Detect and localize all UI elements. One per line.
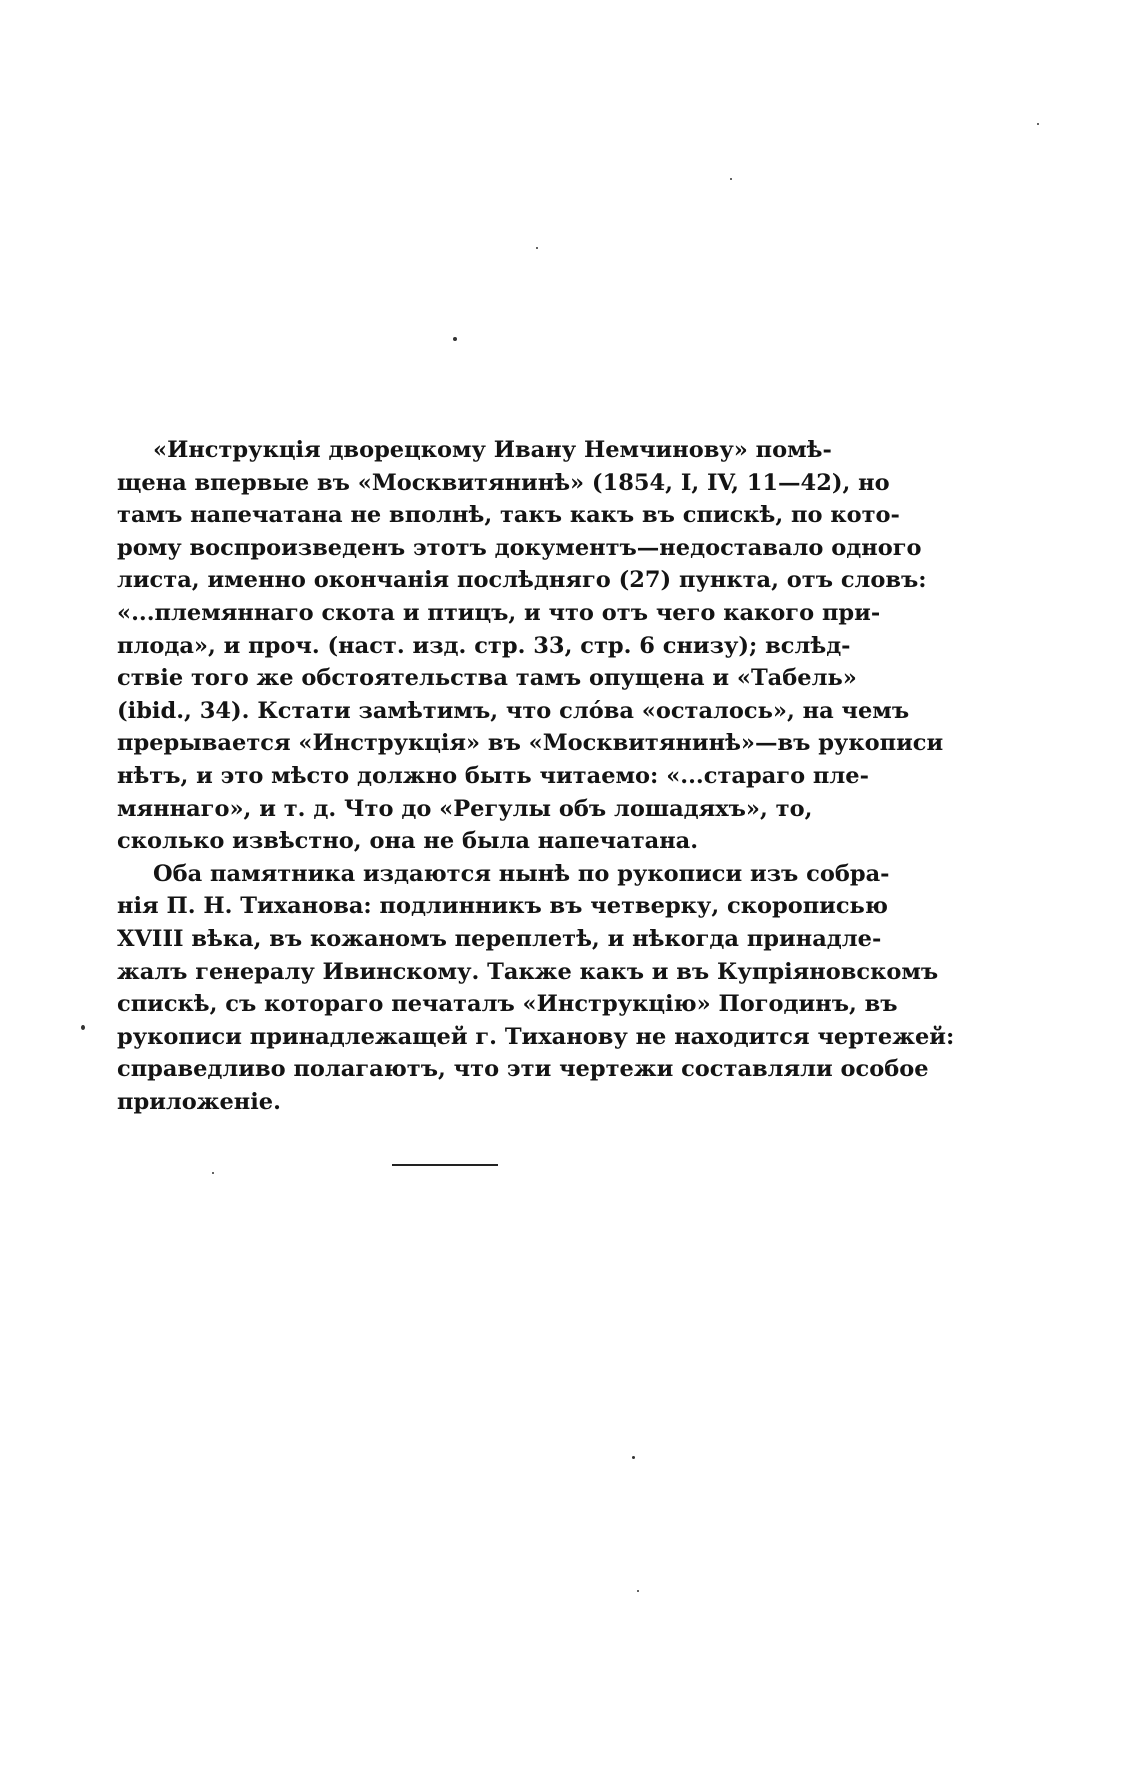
scan-speck: [453, 337, 457, 341]
text-line: нѣтъ, и это мѣсто должно быть читаемо: «...стараго пле-: [117, 762, 869, 789]
scan-speck: [730, 178, 732, 180]
page-body-text: [117, 434, 955, 1118]
text-line: приложеніе.: [117, 1088, 281, 1115]
scan-speck: [637, 1590, 639, 1592]
text-line: XVIII вѣка, въ кожаномъ переплетѣ, и нѣкогда принадле-: [117, 925, 882, 952]
text-line: прерывается «Инструкція» въ «Москвитянинѣ»—въ рукописи: [117, 730, 944, 757]
scan-speck: [1037, 123, 1039, 125]
text-line: жалъ генералу Ивинскому. Также какъ и въ Купріяновскомъ: [117, 958, 939, 985]
text-line: ствіе того же обстоятельства тамъ опущена и «Табель»: [117, 665, 857, 692]
scan-speck: [212, 1172, 214, 1174]
text-line: щена впервые въ «Москвитянинѣ» (1854, I, IV, 11—42), но: [117, 469, 890, 496]
text-line: Оба памятника издаются нынѣ по рукописи изъ собра-: [153, 860, 890, 887]
text-line: листа, именно окончанія послѣдняго (27) пункта, отъ словъ:: [117, 567, 927, 594]
section-divider: [392, 1164, 498, 1166]
text-line: тамъ напечатана не вполнѣ, такъ какъ въ спискѣ, по кото-: [117, 502, 900, 529]
scan-speck: [536, 247, 538, 249]
text-line: плода», и проч. (наст. изд. стр. 33, стр. 6 снизу); вслѣд-: [117, 632, 851, 659]
text-line: (ibid., 34). Кстати замѣтимъ, что слóва «осталось», на чемъ: [117, 697, 910, 724]
text-line: «...племяннаго скота и птицъ, и что отъ чего какого при-: [117, 599, 881, 626]
text-line: «Инструкція дворецкому Ивану Немчинову» помѣ-: [153, 437, 832, 463]
text-line: мяннаго», и т. д. Что до «Регулы объ лошадяхъ», то,: [117, 795, 813, 822]
text-line: рукописи принадлежащей г. Тиханову не находится чертежей:: [117, 1023, 955, 1050]
scan-speck: [632, 1456, 635, 1459]
text-line: сколько извѣстно, она не была напечатана.: [117, 828, 699, 855]
text-line: нія П. Н. Тиханова: подлинникъ въ четверку, скорописью: [117, 893, 888, 920]
text-line: справедливо полагаютъ, что эти чертежи составляли особое: [117, 1056, 929, 1083]
text-line: спискѣ, съ котораго печаталъ «Инструкцію» Погодинъ, въ: [117, 991, 898, 1018]
text-line: рому воспроизведенъ этотъ документъ—недоставало одного: [117, 534, 922, 561]
scan-speck: [81, 1025, 85, 1030]
